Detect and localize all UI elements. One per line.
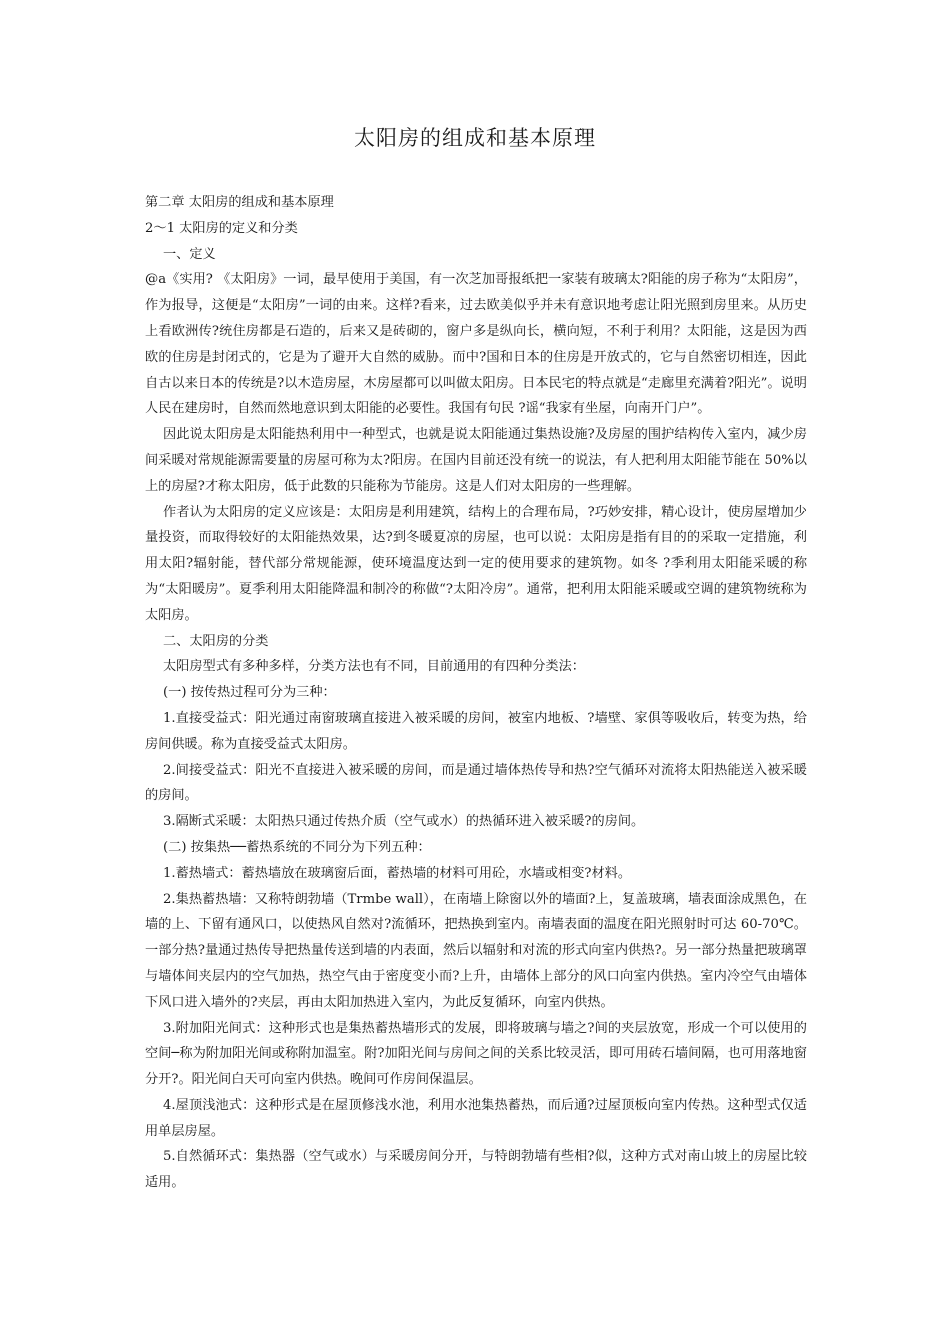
subsection-heading-definition: 一、定义: [163, 246, 216, 262]
paragraph-definition-1: 因此说太阳房是太阳能热利用中一种型式，也就是说太阳能通过集热设施?及房屋的围护结构传入室内，减少房间采暖对常规能源需要量的房屋可称为太?阳房。在国内目前还没有统一的说法，有人把利用太阳能节能在 50%以上的房屋?才称太阳房，低于此数的只能称为节能房。这是人们对太阳房的一些理解。: [145, 427, 807, 494]
paragraph-definition-2: 作者认为太阳房的定义应该是：太阳房是利用建筑，结构上的合理布局，?巧妙安排，精心设计，使房屋增加少量投资，而取得较好的太阳能热效果，达?到冬暖夏凉的房屋，也可以说：太阳房是指有目的的采取一定措施，利用太阳?辐射能，替代部分常规能源，使环境温度达到一定的使用要求的建筑物。如冬 ?季利用太阳能采暖的称为“太阳暖房”。夏季利用太阳能降温和制冷的称做“?太阳冷房”。通常，把利用太阳能采暖或空调的建筑物统称为太阳房。: [145, 504, 807, 623]
list-item-indirect-gain: 2.间接受益式：阳光不直接进入被采暖的房间，而是通过墙体热传导和热?空气循环对流将太阳热能送入被采暖的房间。: [145, 762, 807, 804]
list-item-direct-gain: 1.直接受益式：阳光通过南窗玻璃直接进入被采暖的房间，被室内地板、?墙壁、家俱等吸收后，转变为热，给房间供暖。称为直接受益式太阳房。: [145, 710, 807, 752]
chapter-heading: 第二章 太阳房的组成和基本原理: [145, 195, 334, 210]
list-item-storage-wall: 1.蓄热墙式：蓄热墙放在玻璃窗后面，蓄热墙的材料可用砼，水墙或相变?材料。: [163, 865, 632, 881]
document-title: 太阳房的组成和基本原理: [354, 126, 596, 150]
list-item-roof-pond: 4.屋顶浅池式：这种形式是在屋顶修浅水池，利用水池集热蓄热，而后通?过屋顶板向室内传热。这种型式仅适用单层房屋。: [145, 1097, 807, 1139]
list-item-trombe-wall: 2.集热蓄热墙：又称特朗勃墙（Trmbe wall），在南墙上除窗以外的墙面?上，复盖玻璃，墙表面涂成黑色，在墙的上、下留有通风口，以使热风自然对?流循环，把热换到室内。南墙表面的温度在阳光照射时可达 60-70℃。一部分热?量通过热传导把热量传送到墙的内表面，然后以辐射和对流的形式向室内供热?。另一部分热量把玻璃罩与墙体间夹层内的空气加热，热空气由于密度变小而?上升，由墙体上部分的风口向室内供热。室内冷空气由墙体下风口进入墙外的?夹层，再由太阳加热进入室内，为此反复循环，向室内供热。: [145, 891, 807, 1010]
classification-group-2-heading: (二) 按集热──蓄热系统的不同分为下列五种：: [163, 839, 431, 855]
list-item-sunspace: 3.附加阳光间式：这种形式也是集热蓄热墙形式的发展，即将玻璃与墙之?间的夹层放宽，形成一个可以使用的空间─称为附加阳光间或称附加温室。附?加阳光间与房间之间的关系比较灵活，即可用砖石墙间隔，也可用落地窗分开?。阳光间白天可向室内供热。晚间可作房间保温层。: [145, 1020, 807, 1088]
paragraph-classification-intro: 太阳房型式有多种多样，分类方法也有不同，目前通用的有四种分类法：: [163, 659, 585, 675]
paragraph-history: @a《实用? 《太阳房》一词，最早使用于美国，有一次芝加哥报纸把一家装有玻璃太?阳能的房子称为“太阳房”，作为报导，这便是“太阳房”一词的由来。这样?看来，过去欧美似乎并未有意识地考虑让阳光照到房里来。从历史上看欧洲传?统住房都是石造的，后来又是砖砌的，窗户多是纵向长，横向短，不利于利用？太阳能，这是因为西欧的住房是封闭式的，它是为了避开大自然的威胁。而中?国和日本的住房是开放式的，它与自然密切相连，因此自古以来日本的传统是?以木造房屋，木房屋都可以叫做太阳房。日本民宅的特点就是“走廊里充满着?阳光”。说明人民在建房时，自然而然地意识到太阳能的必要性。我国有句民 ?谣“我家有坐屋，向南开门户”。: [145, 272, 807, 417]
list-item-isolated-heating: 3.隔断式采暖：太阳热只通过传热介质（空气或水）的热循环进入被采暖?的房间。: [163, 814, 645, 830]
section-heading: 2～1 太阳房的定义和分类: [145, 220, 298, 236]
list-item-natural-circulation: 5.自然循环式：集热器（空气或水）与采暖房间分开，与特朗勃墙有些相?似，这种方式对南山坡上的房屋比较适用。: [145, 1149, 807, 1191]
classification-group-1-heading: (一) 按传热过程可分为三种：: [163, 685, 336, 701]
subsection-heading-classification: 二、太阳房的分类: [163, 633, 269, 649]
document-body: [145, 190, 807, 1196]
